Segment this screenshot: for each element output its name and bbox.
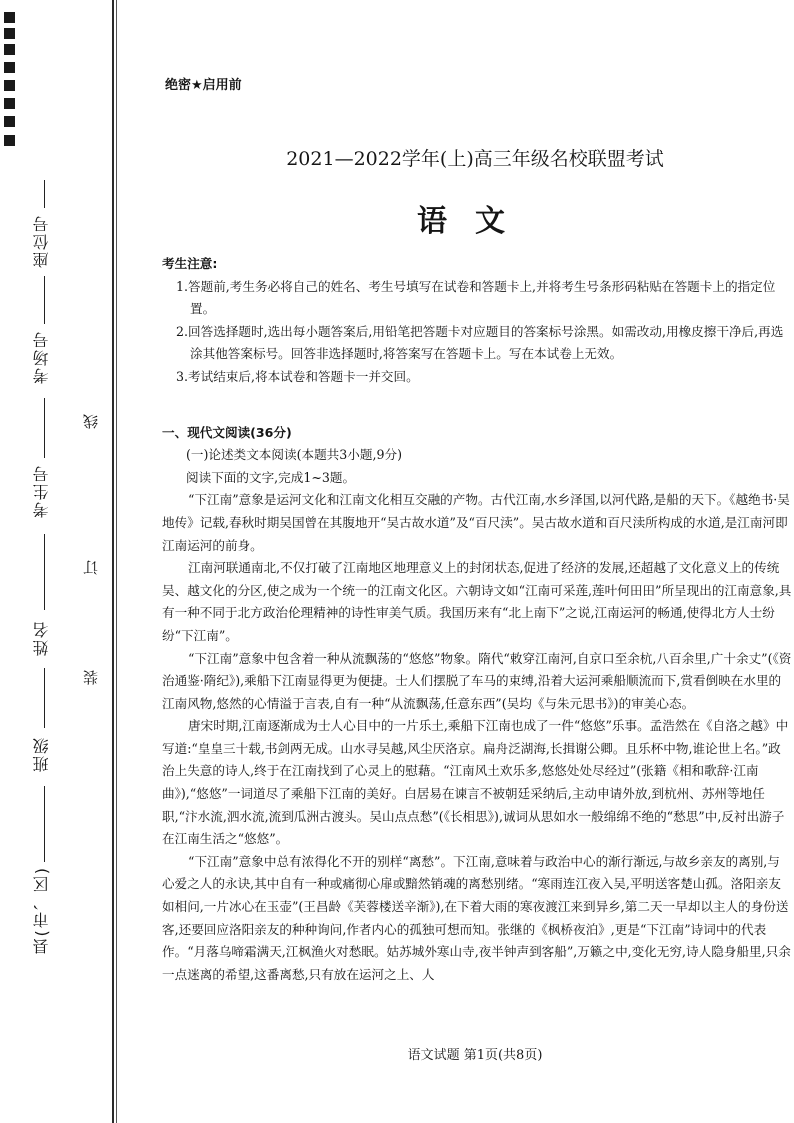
exam-room-label: 考场号: [32, 330, 51, 384]
county-label: 县(市、区): [32, 866, 51, 955]
fill-line-seat: [44, 180, 45, 208]
exam-title: 2021—2022学年(上)高三年级名校联盟考试: [286, 148, 664, 170]
section-heading: 一、现代文阅读(36分): [162, 424, 292, 440]
passage-paragraph: “下江南”意象中总有浓得化不开的别样“离愁”。下江南,意味着与政治中心的渐行渐远,与故乡亲友的离别,与心爱之人的永诀,其中自有一种或痛彻心扉或黯然销魂的离愁别绪。“寒雨连江夜入吴,平明送客楚山孤。洛阳亲友如相问,一片冰心在玉壶”(王昌龄《芙蓉楼送辛渐》),在下着大雨的寒夜渡江来到异乡,第二天一早却以主人的身份送客,还要回应洛阳亲友的种种询问,作者内心的孤独可想而知。张继的《枫桥夜泊》,更是“下江南”诗词中的代表作。“月落乌啼霜满天,江枫渔火对愁眠。姑苏城外寒山寺,夜半钟声到客船”,万籁之中,变化无穷,诗人隐身船里,只余一点迷离的希望,这番离愁,只有放在运河之上、人: [162, 853, 791, 982]
subject-title: 语文: [417, 204, 533, 239]
subsection-heading: (一)论述类文本阅读(本题共3小题,9分): [186, 447, 402, 463]
notice-item: 2.回答选择题时,选出每小题答案后,用铅笔把答题卡对应题目的答案标号涂黑。如需改动,用橡皮擦干净后,再选涂其他答案标号。回答非选择题时,将答案写在答题卡上。写在本试卷上无效。: [176, 323, 784, 362]
page-footer: 语文试题 第1页(共8页): [407, 1048, 543, 1063]
cut-mark-bind: 订: [82, 560, 100, 575]
fill-line-class: [44, 668, 45, 728]
candidate-number-label: 考生号: [32, 464, 51, 518]
confidential-mark: 绝密★启用前: [165, 78, 242, 93]
exam-content: [162, 253, 792, 986]
binding-line: [112, 0, 114, 1123]
scan-edge-marks: [0, 0, 16, 1123]
reading-instruction: 阅读下面的文字,完成1~3题。: [186, 469, 356, 485]
fill-line-name: [44, 534, 45, 610]
notice-item: 3.考试结束后,将本试卷和答题卡一并交回。: [176, 368, 419, 384]
cut-mark-assemble: 装: [82, 670, 100, 685]
fill-line-county: [44, 786, 45, 862]
class-label: 班级: [32, 736, 51, 772]
fill-line-room: [44, 276, 45, 324]
notice-item: 1.答题前,考生务必将自己的姓名、考生号填写在试卷和答题卡上,并将考生号条形码粘贴在答题卡上的指定位置。: [176, 278, 776, 317]
binding-line-inner: [116, 0, 117, 1123]
name-label: 姓名: [32, 620, 51, 656]
passage-paragraph: 江南河联通南北,不仅打破了江南地区地理意义上的封闭状态,促进了经济的发展,还超越了文化意义上的传统吴、越文化的分区,使之成为一个统一的江南文化区。六朝诗文如“江南可采莲,莲叶何田田”所呈现出的江南意象,具有一种不同于北方政治伦理精神的诗性审美气质。我国历来有“北上南下”之说,江南运河的畅通,使得北方人士纷纷“下江南”。: [162, 560, 792, 643]
passage-paragraph: “下江南”意象中包含着一种从流飘荡的“悠悠”物象。隋代“敕穿江南河,自京口至余杭,八百余里,广十余丈”(《资治通鉴·隋纪》),乘船下江南显得更为便捷。士人们摆脱了车马的束缚,沿着大运河乘船顺流而下,赏看倒映在水里的江南风物,悠然的心情溢于言表,自有一种“从流飘荡,任意东西”(吴均《与朱元思书》)的审美心态。: [162, 650, 792, 711]
seat-number-label: 座位号: [32, 214, 51, 268]
cut-mark-line: 线: [82, 414, 100, 429]
passage-paragraph: 唐宋时期,江南逐渐成为士人心目中的一片乐土,乘船下江南也成了一件“悠悠”乐事。孟浩然在《自洛之越》中写道:“皇皇三十载,书剑两无成。山水寻吴越,风尘厌洛京。扁舟泛湖海,长揖谢公卿。且乐杯中物,谁论世上名。”政治上失意的诗人,终于在江南找到了心灵上的慰藉。“江南风土欢乐多,悠悠处处尽经过”(张籍《相和歌辞·江南曲》),“悠悠”一词道尽了乘船下江南的美好。白居易在谏言不被朝廷采纳后,主动申请外放,到杭州、苏州等地任职,“汴水流,泗水流,流到瓜洲古渡头。吴山点点愁”(《长相思》),诚词从思如水一般绵绵不绝的“愁思”中,反衬出游子在江南生活之“悠悠”。: [162, 718, 789, 847]
fill-line-candidate: [44, 398, 45, 458]
notice-heading: 考生注意:: [162, 256, 218, 271]
passage-paragraph: “下江南”意象是运河文化和江南文化相互交融的产物。古代江南,水乡泽国,以河代路,是船的天下。《越绝书·吴地传》记载,春秋时期吴国曾在其腹地开“吴古故水道”及“百尺渎”。吴古故水道和百尺渎所构成的水道,是江南河即江南运河的前身。: [162, 492, 790, 553]
